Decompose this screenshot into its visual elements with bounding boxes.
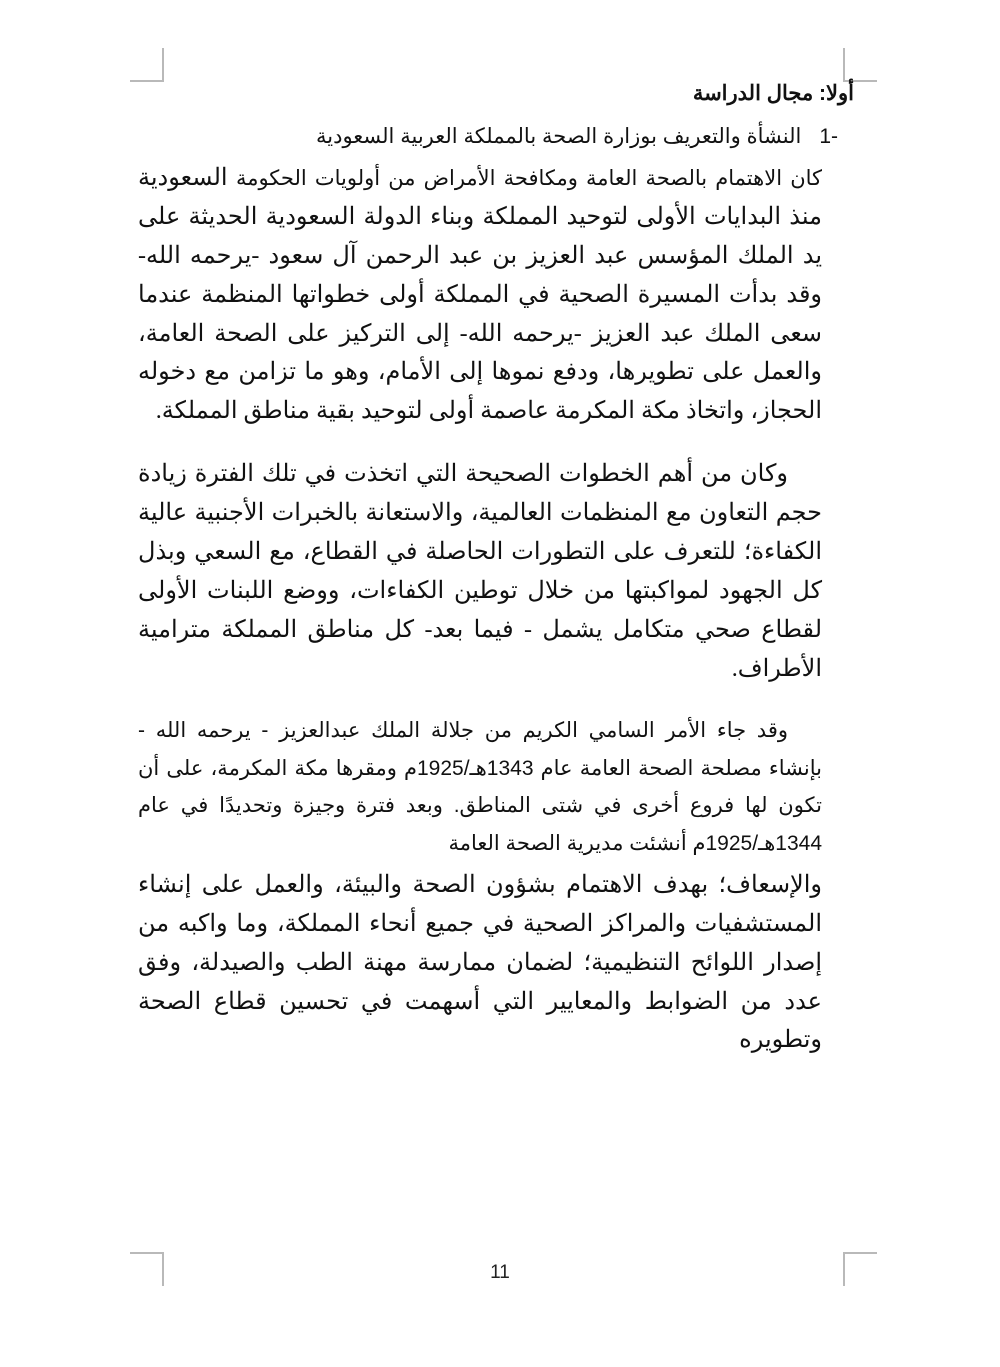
- paragraph-1-body: السعودية منذ البدايات الأولى لتوحيد المملكة وبناء الدولة السعودية الحديثة على يد الملك المؤسس عبد العزيز بن عبد الرحمن آل سعود -يرحمه الله- وقد بدأت المسيرة الصحية في المملكة أولى خطواتها المنظمة عندما سعى الملك عبد العزيز -يرحمه الله- إلى التركيز على الصحة العامة، والعمل على تطويرها، ودفع نموها إلى الأمام، وهو ما تزامن مع دخوله الحجاز، واتخاذ مكة المكرمة عاصمة أولى لتوحيد بقية مناطق المملكة.: [138, 165, 823, 425]
- paragraph-spacer: [130, 435, 870, 455]
- document-body: [130, 78, 870, 1064]
- crop-mark-top-left: [130, 48, 164, 82]
- numbered-list-item: [130, 121, 870, 154]
- list-item-marker: -1: [819, 124, 838, 148]
- paragraph-2: وكان من أهم الخطوات الصحيحة التي اتخذت في تلك الفترة زيادة حجم التعاون مع المنظمات العالمية، والاستعانة بالخبرات الأجنبية عالية الكفاءة؛ للتعرف على التطورات الحاصلة في القطاع، مع السعي وبذل كل الجهود لمواكبتها من خلال توطين الكفاءات، ووضع اللبنات الأولى لقطاع صحي متكامل يشمل - فيما بعد- كل مناطق المملكة مترامية الأطراف.: [138, 461, 822, 682]
- section-heading: أولا: مجال الدراسة: [692, 82, 854, 105]
- paragraph-spacer: [130, 692, 870, 712]
- paragraph-1: [130, 159, 870, 431]
- paragraph-4: والإسعاف؛ بهدف الاهتمام بشؤون الصحة والبيئة، والعمل على إنشاء المستشفيات والمراكز الصحية في جميع أنحاء المملكة، وما واكبه من إصدار اللوائح التنظيمية؛ لضمان ممارسة مهنة الطب والصيدلة، وفق عدد من الضوابط والمعايير التي أسهمت في تحسين قطاع الصحة وتطويره: [138, 871, 822, 1054]
- paragraph-1-lead-line: كان الاهتمام بالصحة العامة ومكافحة الأمراض من أولويات الحكومة: [235, 167, 823, 191]
- paragraph-3: وقد جاء الأمر السامي الكريم من جلالة الملك عبدالعزيز - يرحمه الله - بإنشاء مصلحة الصحة العامة عام 1343هـ/1925م ومقرها مكة المكرمة، على أن تكون لها فروع أخرى في شتى المناطق. وبعد فترة وجيزة وتحديدًا في عام 1344هـ/1925م أنشئت مديرية الصحة العامة: [138, 719, 823, 855]
- crop-mark-top-right: [843, 48, 877, 82]
- page-number: 11: [490, 1262, 510, 1283]
- list-item-label: النشأة والتعريف بوزارة الصحة بالمملكة العربية السعودية: [315, 124, 802, 148]
